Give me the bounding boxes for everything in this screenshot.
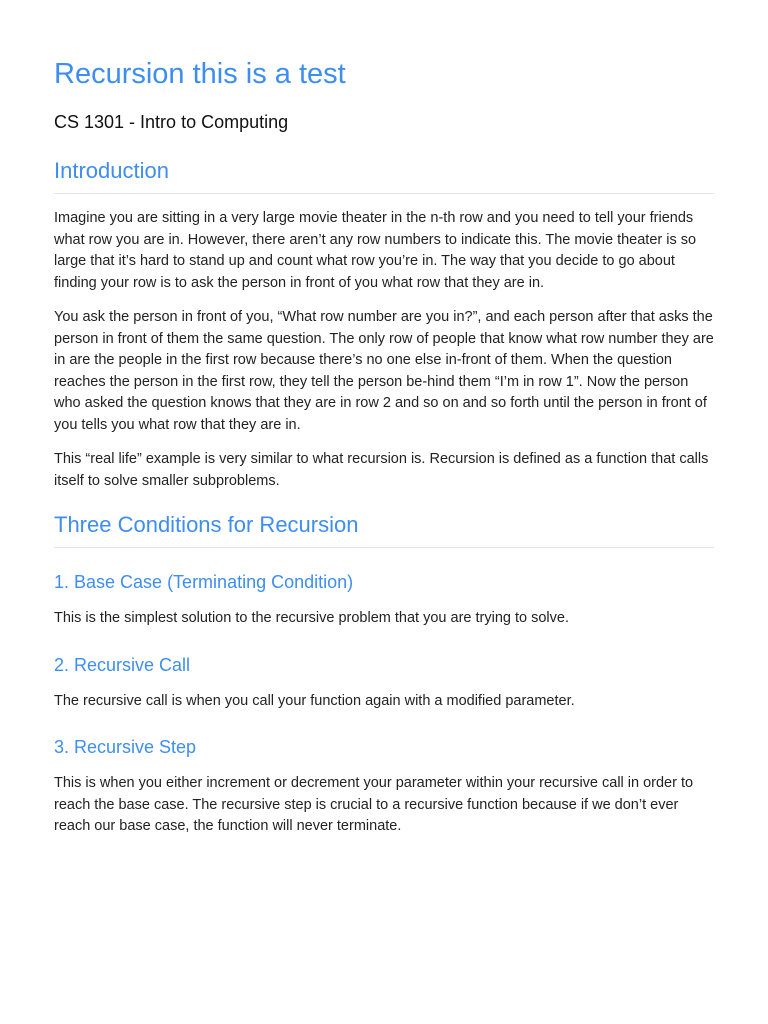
recursive-call-text: The recursive call is when you call your function again with a modified parameter. (54, 692, 575, 709)
conditions-section (54, 511, 714, 838)
intro-paragraph-2: You ask the person in front of you, “What row number are you in?”, and each person after that asks the person in front of them the same question. The only row of people that know what row number they are in are the people in the first row because there’s no one else in-front of them. When the question reaches the person in the first row, they tell the person be-hind them “I’m in row 1”. Now the person who asked the question knows that they are in row 2 and so on and so forth until the person in front of you tells you what row that they are in. (54, 309, 714, 433)
base-case-text: This is the simplest solution to the recursive problem that you are trying to solve. (54, 610, 569, 626)
conditions-heading: Three Conditions for Recursion (54, 511, 714, 548)
introduction-heading: Introduction (54, 157, 714, 194)
intro-paragraph-1: Imagine you are sitting in a very large movie theater in the n-th row and you need to tell your friends what row you are in. However, there aren’t any row numbers to indicate this. The movie theater is so large that it’s hard to stand up and count what row you’re in. The way that you decide to go about finding your row is to ask the person in front of you what row that they are in. (54, 210, 697, 291)
introduction-section (54, 157, 714, 492)
recursive-step-text: This is when you either increment or decrement your parameter within your recursive call in order to reach the base case. The recursive step is crucial to a recursive function because if we don’t ever reach our base case, the function will never terminate. (54, 775, 694, 834)
recursive-step-heading: 3. Recursive Step (54, 737, 197, 757)
recursive-call-heading: 2. Recursive Call (54, 654, 191, 675)
intro-paragraph-3: This “real life” example is very similar to what recursion is. Recursion is defined as a function that calls itself to solve smaller subproblems. (54, 451, 709, 489)
course-subtitle: CS 1301 - Intro to Computing (54, 112, 289, 132)
base-case-heading: 1. Base Case (Terminating Condition) (54, 572, 354, 592)
document-title: Recursion this is a test (54, 58, 346, 90)
